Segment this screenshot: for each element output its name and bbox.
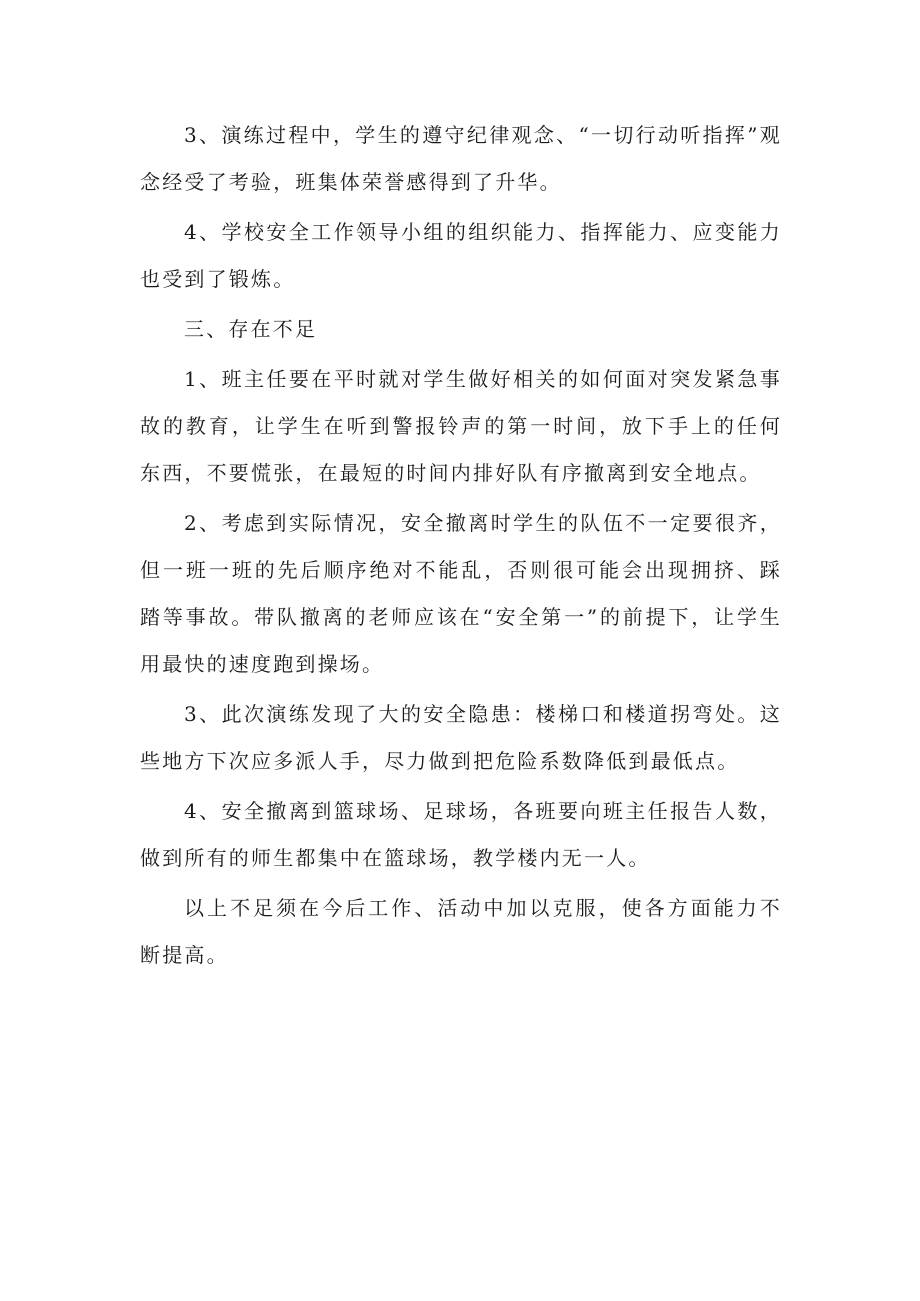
paragraph-discipline-tested: 3、演练过程中，学生的遵守纪律观念、“一切行动听指挥”观念经受了考验，班集体荣誉感得到了升华。 [140, 123, 782, 194]
paragraph-conclusion: 以上不足须在今后工作、活动中加以克服，使各方面能力不断提高。 [140, 896, 782, 967]
paragraph-teacher-education: 1、班主任要在平时就对学生做好相关的如何面对突发紧急事故的教育，让学生在听到警报铃声的第一时间，放下手上的任何东西，不要慌张，在最短的时间内排好队有序撤离到安全地点。 [140, 367, 782, 485]
paragraph-safety-hazards: 3、此次演练发现了大的安全隐患：楼梯口和楼道拐弯处。这些地方下次应多派人手，尽力做到把危险系数降低到最低点。 [140, 702, 782, 773]
section-heading-shortcomings: 三、存在不足 [184, 317, 318, 341]
paragraph-evacuation-order: 2、考虑到实际情况，安全撤离时学生的队伍不一定要很齐，但一班一班的先后顺序绝对不能乱，否则很可能会出现拥挤、踩踏等事故。带队撤离的老师应该在“安全第一”的前提下，让学生用最快的速度跑到操场。 [140, 511, 782, 676]
paragraph-leadership-trained: 4、学校安全工作领导小组的组织能力、指挥能力、应变能力也受到了锻炼。 [140, 220, 782, 291]
paragraph-headcount: 4、安全撤离到篮球场、足球场，各班要向班主任报告人数，做到所有的师生都集中在篮球场，教学楼内无一人。 [140, 799, 782, 870]
document-page [140, 112, 782, 982]
